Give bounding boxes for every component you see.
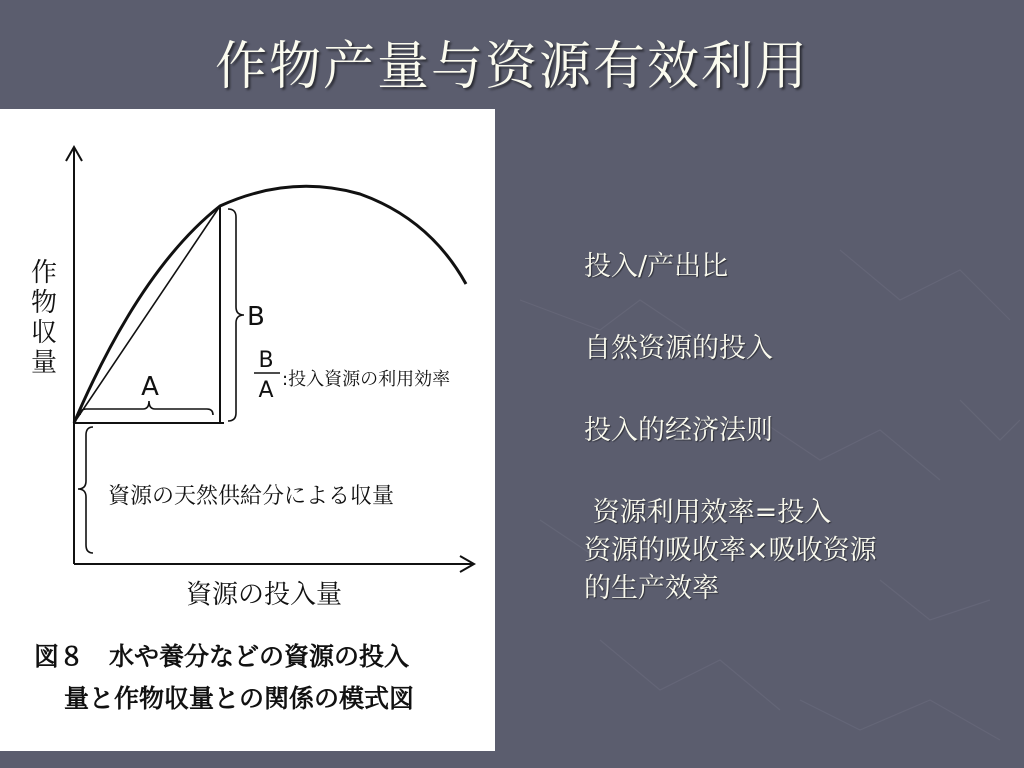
notes-panel: [584, 248, 1004, 608]
yield-diagram: [0, 109, 495, 751]
brace-a: [80, 401, 213, 415]
label-b: B: [247, 302, 265, 332]
ratio-text: :投入資源の利用効率: [282, 369, 451, 390]
brace-baseline: [78, 427, 93, 553]
y-axis-label-4: 量: [30, 348, 58, 378]
y-axis-label-3: 収: [30, 318, 58, 348]
note-natural-resource-input: 自然资源的投入: [584, 333, 773, 364]
figure-panel: [0, 109, 495, 751]
caption-line-2: 量と作物収量との関係の模式図: [64, 684, 415, 713]
note-economic-law: 投入的经济法则: [584, 415, 773, 446]
baseline-label: 資源の天然供給分による収量: [108, 484, 395, 509]
ratio-numerator: B: [258, 348, 274, 373]
note-input-output-ratio: 投入/产出比: [584, 251, 729, 282]
ratio-denominator: A: [258, 378, 274, 403]
slide-title: 作物产量与资源有效利用: [214, 37, 809, 97]
y-axis-label-1: 作: [30, 258, 58, 288]
label-a: A: [141, 372, 159, 402]
y-axis-label-2: 物: [30, 288, 58, 318]
brace-b: [228, 209, 244, 421]
note-efficiency-line-1: 资源利用效率=投入: [584, 497, 832, 528]
note-efficiency-line-3: 的生产效率: [584, 573, 719, 604]
caption-line-1: 図８ 水や養分などの資源の投入: [34, 642, 410, 671]
x-axis-label: 資源の投入量: [185, 580, 343, 610]
note-efficiency-line-2: 资源的吸收率×吸收资源: [584, 535, 877, 566]
